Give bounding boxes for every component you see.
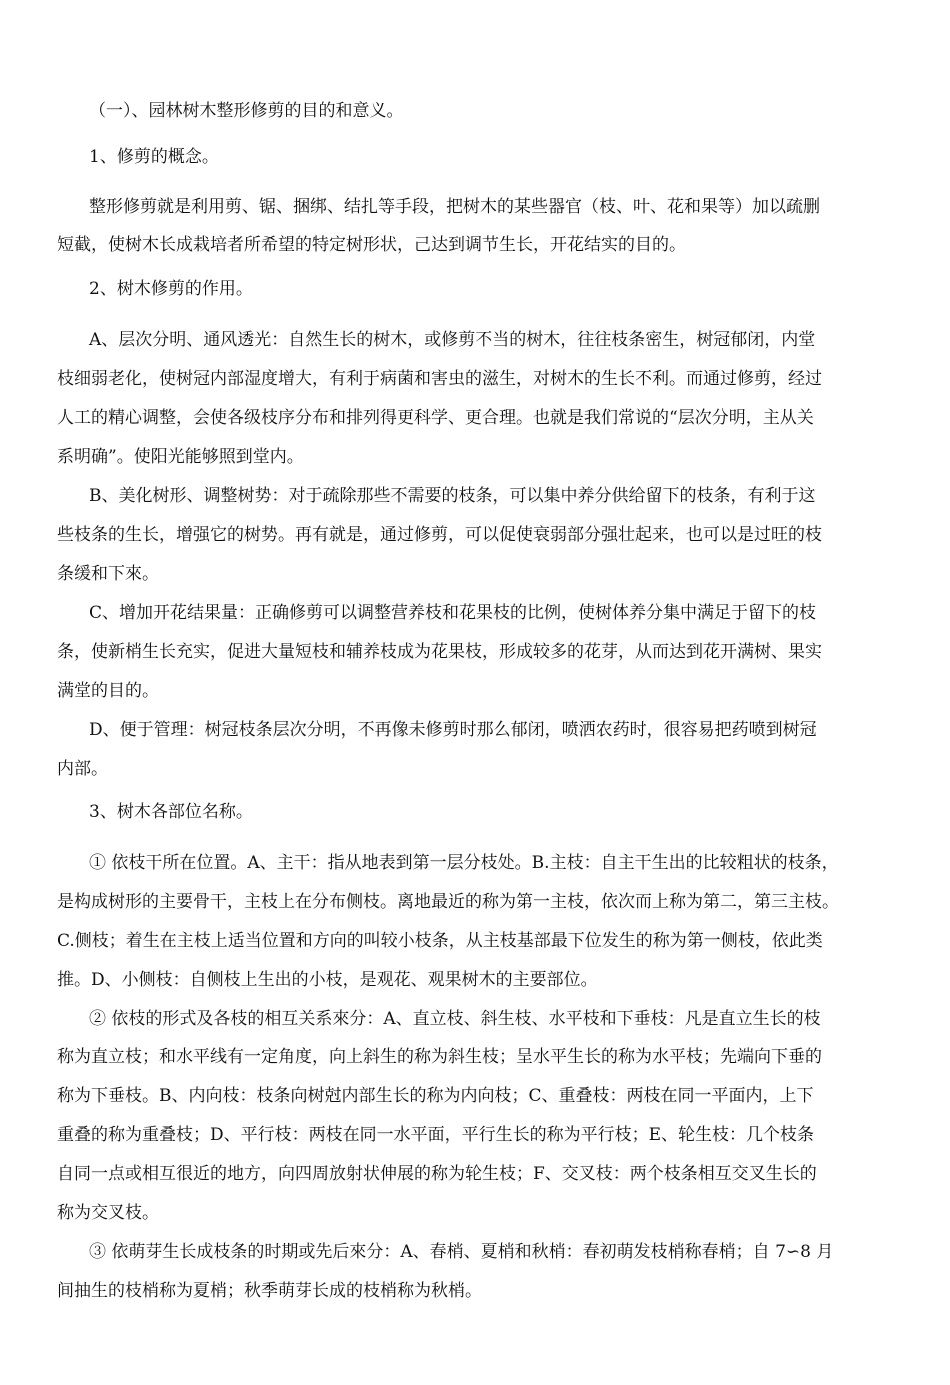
section-3-p2-line: 自同一点或相互很近的地方，向四周放射状伸展的称为轮生枝；F、交叉枝：两个枝条相互交叉生长的 bbox=[57, 1164, 817, 1184]
section-2-d-line: D、便于管理：树冠枝条层次分明，不再像未修剪时那么郁闭，喷洒农药时，很容易把药喷到树冠 bbox=[89, 720, 817, 740]
section-3-title: 3、树木各部位名称。 bbox=[89, 802, 253, 822]
section-2-b-line: B、美化树形、调整树势：对于疏除那些不需要的枝条，可以集中养分供给留下的枝条，有利于这 bbox=[89, 486, 816, 506]
section-3-p2-line: 重叠的称为重叠枝；D、平行枝：两枝在同一水平面，平行生长的称为平行枝；E、轮生枝：几个枝条 bbox=[57, 1125, 815, 1145]
section-3-p2-line: 称为直立枝；和水平线有一定角度，向上斜生的称为斜生枝；呈水平生长的称为水平枝；先端向下垂的 bbox=[57, 1047, 822, 1067]
section-2-b-line: 些枝条的生长，增强它的树势。再有就是，通过修剪，可以促使衰弱部分强壮起来，也可以是过旺的枝 bbox=[57, 525, 822, 545]
section-3-p3-line: ③ 依萌芽生长成枝条的时期或先后來分：A、春梢、夏梢和秋梢：春初萌发枝梢称春梢；自 7∽8 月 bbox=[89, 1242, 834, 1262]
section-3-p1-line: ① 依枝干所在位置。A、主干：指从地表到第一层分枝处。B.主枝：自主干生出的比较粗状的枝条， bbox=[89, 853, 839, 873]
section-2-c-line: 满堂的目的。 bbox=[57, 681, 159, 701]
section-2-a-line: A、层次分明、通风透光：自然生长的树木，或修剪不当的树木，往往枝条密生，树冠郁闭，内堂 bbox=[89, 330, 816, 350]
section-3-p2-line: ② 依枝的形式及各枝的相互关系來分：A、直立枝、斜生枝、水平枝和下垂枝：凡是直立生长的枝 bbox=[89, 1009, 821, 1029]
section-2-d-line: 内部。 bbox=[57, 759, 108, 779]
section-2-c-line: 条，使新梢生长充实，促进大量短枝和辅养枝成为花果枝，形成较多的花芽，从而达到花开满树、果实 bbox=[57, 642, 822, 662]
section-2-b-line: 条缓和下來。 bbox=[57, 564, 159, 584]
section-3-p1-line: 推。D、小侧枝：自侧枝上生出的小枝，是观花、观果树木的主要部位。 bbox=[57, 970, 598, 990]
section-3-p2-line: 称为下垂枝。B、内向枝：枝条向树尅内部生长的称为内向枝；C、重叠枝：两枝在同一平面内，上下 bbox=[57, 1086, 814, 1106]
section-1-body-line: 短截，使树木长成栽培者所希望的特定树形状，己达到调节生长，开花结实的目的。 bbox=[57, 235, 686, 255]
section-2-c-line: C、增加开花结果量：正确修剪可以调整营养枝和花果枝的比例，使树体养分集中满足于留下的枝 bbox=[89, 603, 817, 623]
section-3-p3-line: 间抽生的枝梢称为夏梢；秋季萌芽长成的枝梢称为秋梢。 bbox=[57, 1281, 482, 1301]
section-2-title: 2、树木修剪的作用。 bbox=[89, 279, 253, 299]
section-1-body-line: 整形修剪就是利用剪、锯、捆绑、结扎等手段，把树木的某些器官（枝、叶、花和果等）加以疏删 bbox=[89, 197, 820, 217]
section-3-p2-line: 称为交叉枝。 bbox=[57, 1203, 159, 1223]
section-2-a-line: 人工的精心调整，会使各级枝序分布和排列得更科学、更合理。也就是我们常说的“层次分明，主从关 bbox=[57, 408, 814, 428]
section-2-a-line: 系明确”。使阳光能够照到堂内。 bbox=[57, 447, 304, 467]
section-2-a-line: 枝细弱老化，使树冠内部湿度增大，有利于病菌和害虫的滋生，对树木的生长不利。而通过修剪，经过 bbox=[57, 369, 822, 389]
heading: （一）、园林树木整形修剪的目的和意义。 bbox=[89, 101, 404, 121]
section-3-p1-line: 是构成树形的主要骨干，主枝上在分布侧枝。离地最近的称为第一主枝，依次而上称为第二，第三主枝。 bbox=[57, 892, 839, 912]
section-3-p1-line: C.侧枝；着生在主枝上适当位置和方向的叫较小枝条，从主枝基部最下位发生的称为第一侧枝，依此类 bbox=[57, 931, 823, 951]
section-1-title: 1、修剪的概念。 bbox=[89, 147, 219, 167]
